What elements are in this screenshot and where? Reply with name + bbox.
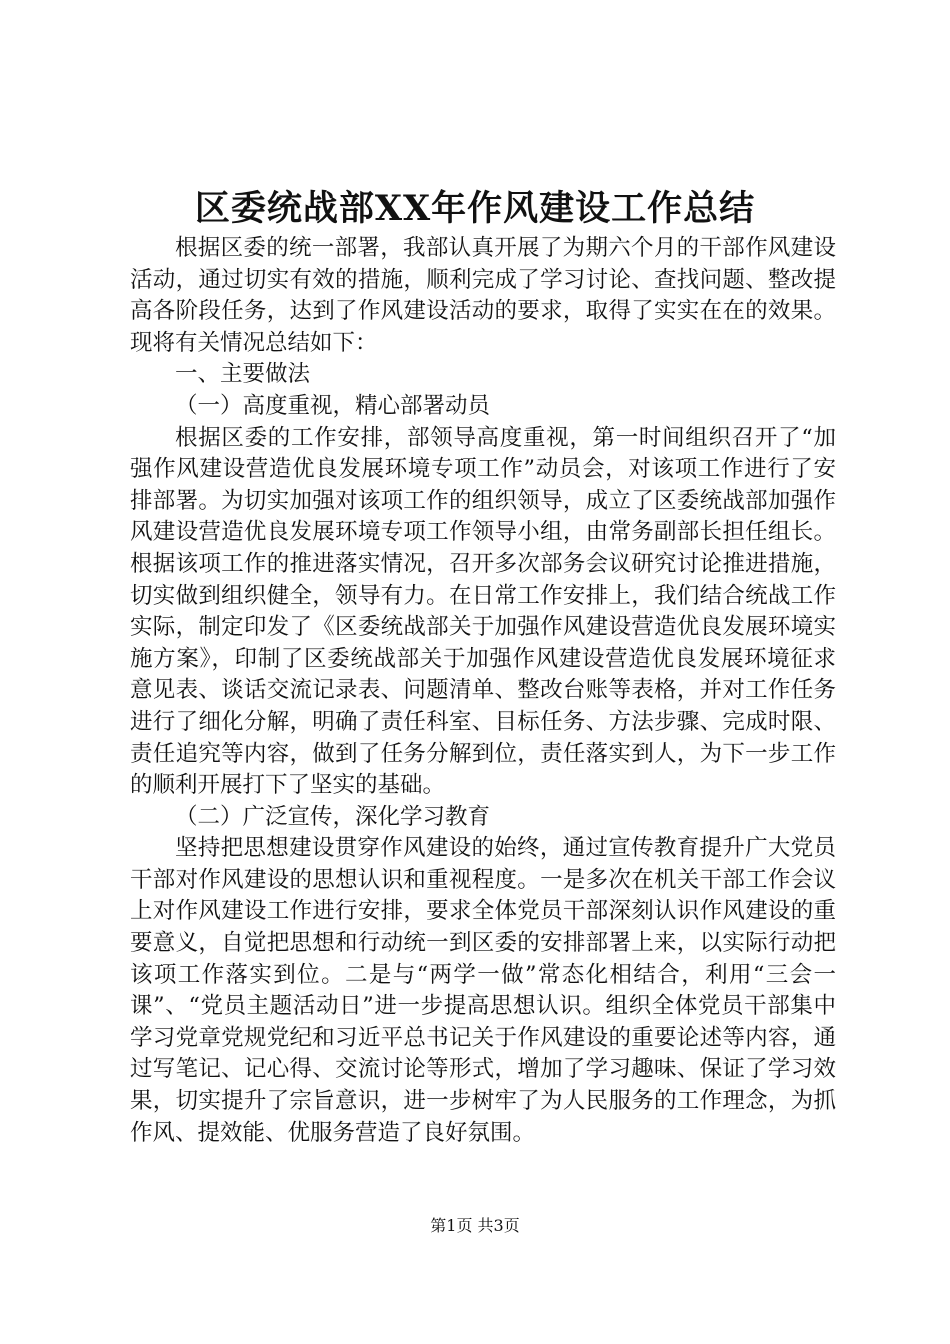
subsection-body-1: 根据区委的工作安排，部领导高度重视，第一时间组织召开了“加强作风建设营造优良发展环境专项工作”动员会，对该项工作进行了安排部署。为切实加强对该项工作的组织领导，成立了区委统战部加强作风建设营造优良发展环境专项工作领导小组，由常务副部长担任组长。根据该项工作的推进落实情况，召开多次部务会议研究讨论推进措施，切实做到组织健全，领导有力。在日常工作安排上，我们结合统战工作实际，制定印发了《区委统战部关于加强作风建设营造优良发展环境实施方案》，印制了区委统战部关于加强作风建设营造优良发展环境征求意见表、谈话交流记录表、问题清单、整改台账等表格，并对工作任务进行了细化分解，明确了责任科室、目标任务、方法步骤、完成时限、责任追究等内容，做到了任务分解到位，责任落实到人，为下一步工作的顺利开展打下了坚实的基础。: [130, 424, 836, 799]
document-body: [130, 233, 836, 1149]
page-footer: 第1页 共3页: [430, 1216, 520, 1235]
intro-paragraph: 根据区委的统一部署，我部认真开展了为期六个月的干部作风建设活动，通过切实有效的措施，顺利完成了学习讨论、查找问题、整改提高各阶段任务，达到了作风建设活动的要求，取得了实实在在的效果。现将有关情况总结如下：: [130, 235, 836, 356]
section-heading: 一、主要做法: [175, 361, 311, 388]
subsection-heading-1: （一）高度重视，精心部署动员: [175, 392, 491, 419]
document-title: 区委统战部XX年作风建设工作总结: [194, 188, 756, 229]
subsection-heading-2: （二）广泛宣传，深化学习教育: [175, 803, 491, 830]
subsection-body-2: 坚持把思想建设贯穿作风建设的始终，通过宣传教育提升广大党员干部对作风建设的思想认识和重视程度。一是多次在机关干部工作会议上对作风建设工作进行安排，要求全体党员干部深刻认识作风建设的重要意义，自觉把思想和行动统一到区委的安排部署上来，以实际行动把该项工作落实到位。二是与“两学一做”常态化相结合，利用“三会一课”、“党员主题活动日”进一步提高思想认识。组织全体党员干部集中学习党章党规党纪和习近平总书记关于作风建设的重要论述等内容，通过写笔记、记心得、交流讨论等形式，增加了学习趣味、保证了学习效果，切实提升了宗旨意识，进一步树牢了为人民服务的工作理念，为抓作风、提效能、优服务营造了良好氛围。: [130, 835, 836, 1146]
